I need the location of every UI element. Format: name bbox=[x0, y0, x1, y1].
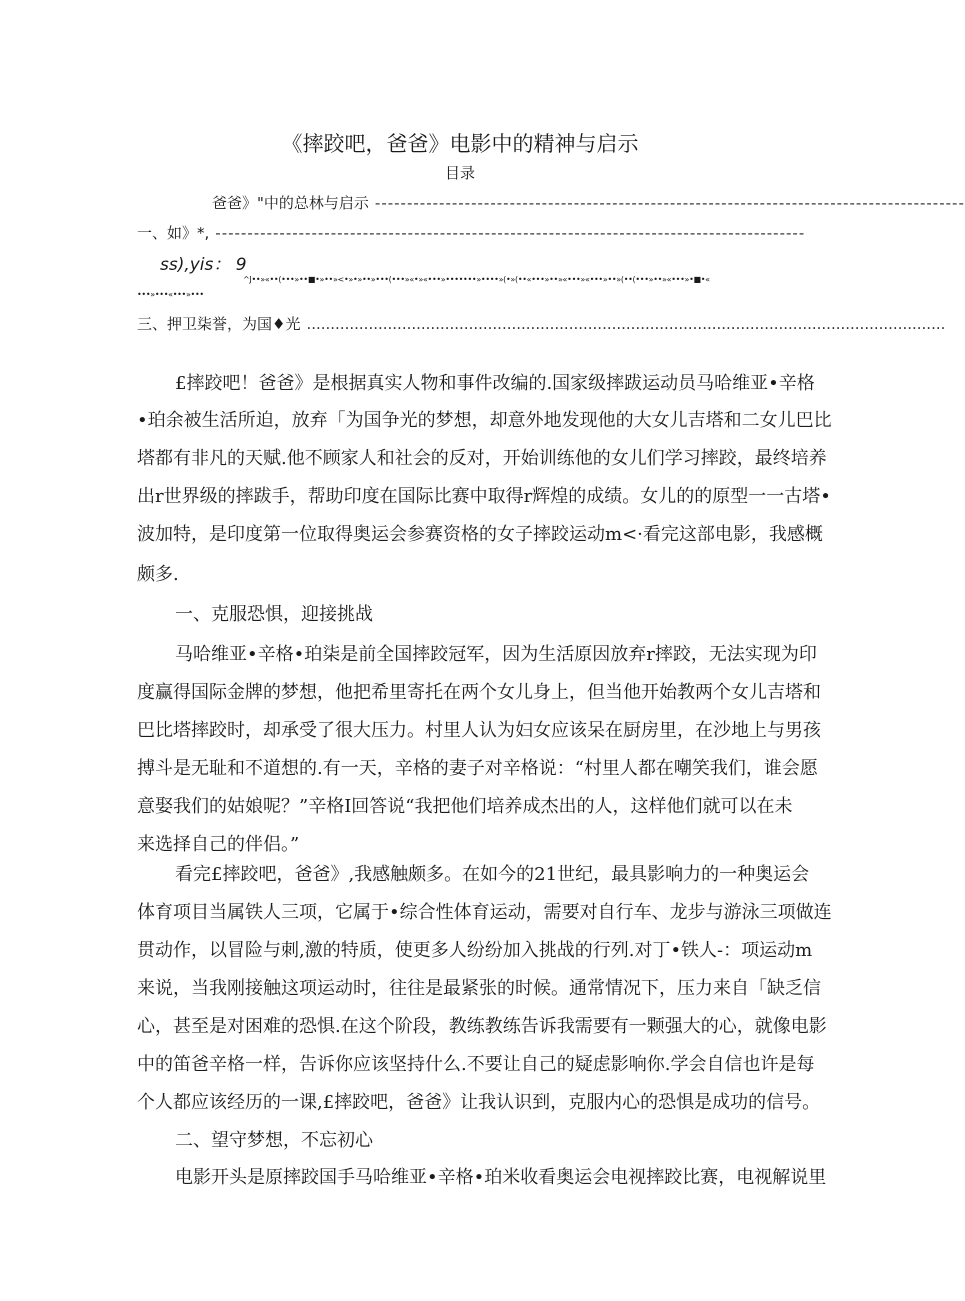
toc-garbled-text: ^J••»«••(•••»••■•»••»<•»•»••»•••(•••»«•»«•••»•••••••»••••»(•»(••«•••»••»«•••»«•••»••»(••(•••»••»«•••»•■•« bbox=[243, 275, 710, 284]
toc-leader: ...................................................................................................................................... bbox=[306, 315, 946, 333]
toc-entry-label: 爸爸》"中的总林与启示 bbox=[212, 194, 369, 212]
toc-leader: -------------------------------------------------------------------------------------------- bbox=[215, 224, 806, 242]
body-text-line: •珀余被生活所迫，放弃「为国争光的梦想，却意外地发现他的大女儿吉塔和二女儿巴比 bbox=[137, 410, 832, 431]
toc-garbled-text: •••»•••«•••»••• bbox=[137, 290, 204, 299]
body-text-line: 搏斗是无耻和不道想的.有一天，辛格的妻子对辛格说：“村里人都在嘲笑我们，谁会愿 bbox=[137, 758, 818, 779]
toc-entry-label: 一、如》*, bbox=[137, 224, 210, 242]
body-text-line: 巴比塔摔跤时，却承受了很大压力。村里人认为妇女应该呆在厨房里，在沙地上与男孩 bbox=[137, 720, 821, 741]
body-text-line: 贯动作，以冒险与刺,激的特质，使更多人纷纷加入挑战的行列.对丁•铁人-：项运动m bbox=[137, 940, 813, 961]
body-text-line: £摔跤吧！爸爸》是根据真实人物和事件改编的.国家级摔跋运动员马哈维亚•辛格 bbox=[175, 373, 815, 394]
body-text-line: 来说，当我刚接触这项运动时，往往是最紧张的时候。通常情况下，压力来自「缺乏信 bbox=[137, 978, 821, 999]
body-text-line: 看完£摔跤吧，爸爸》,我感触颇多。在如今的21世纪，最具影响力的一种奥运会 bbox=[175, 864, 810, 885]
body-text-line: 马哈维亚•辛格•珀柒是前全国摔跤冠军，因为生活原因放弃r摔跤，无法实现为印 bbox=[175, 644, 817, 665]
body-text-line: 意娶我们的姑娘呢？”辛格I回答说“我把他们培养成杰出的人，这样他们就可以在未 bbox=[137, 796, 793, 817]
section-heading: 一、克服恐惧，迎接挑战 bbox=[175, 604, 373, 625]
toc-entry[interactable] bbox=[160, 250, 247, 275]
body-text-line: 中的笛爸辛格一样，告诉你应该坚持什么.不要让自己的疑虑影响你.学会自信也许是每 bbox=[137, 1054, 815, 1075]
section-heading: 二、望守梦想，不忘初心 bbox=[175, 1130, 373, 1151]
body-text-line: 体育项目当属铁人三项，它属于•综合性体育运动，需要对自行车、龙步与游泳三项做连 bbox=[137, 902, 832, 923]
toc-entry[interactable] bbox=[137, 222, 806, 243]
toc-entry[interactable] bbox=[137, 313, 946, 334]
toc-entry-label: 三、押卫柒誉，为国♦光 bbox=[137, 315, 301, 333]
body-text-line: 来选择自己的伴侣。” bbox=[137, 834, 300, 855]
body-text-line: 塔都有非凡的天赋.他不顾家人和社会的反对，开始训练他的女儿们学习摔跤，最终培养 bbox=[137, 448, 827, 469]
document-title: 《摔跤吧，爸爸》电影中的精神与启示 bbox=[281, 132, 639, 156]
body-text-line: 度赢得国际金牌的梦想，他把希里寄托在两个女儿身上，但当他开始教两个女儿吉塔和 bbox=[137, 682, 821, 703]
toc-entry-label: ss),yis： 9 bbox=[160, 255, 247, 275]
toc-heading: 目录 bbox=[444, 164, 475, 182]
body-text-line: 电影开头是原摔跤国手马哈维亚•辛格•珀米收看奥运会电视摔跤比赛，电视解说里 bbox=[175, 1167, 827, 1188]
toc-leader: -------------------------------------------------------------------------------------------- bbox=[374, 194, 965, 212]
body-text-line: 心，甚至是对困难的恐惧.在这个阶段，教练教练告诉我需要有一颗强大的心，就像电影 bbox=[137, 1016, 827, 1037]
toc-entry[interactable] bbox=[212, 192, 965, 213]
body-text-line: 个人都应该经历的一课,£摔跤吧，爸爸》让我认识到，克服内心的恐惧是成功的信号。 bbox=[137, 1092, 821, 1113]
body-text-line: 颇多. bbox=[137, 564, 179, 585]
body-text-line: 出r世界级的摔跋手，帮助印度在国际比赛中取得r辉煌的成绩。女儿的的原型一一古塔• bbox=[137, 486, 831, 507]
body-text-line: 波加特，是印度第一位取得奥运会参赛资格的女子摔跤运动m<·看完这部电影，我感概 bbox=[137, 524, 823, 545]
